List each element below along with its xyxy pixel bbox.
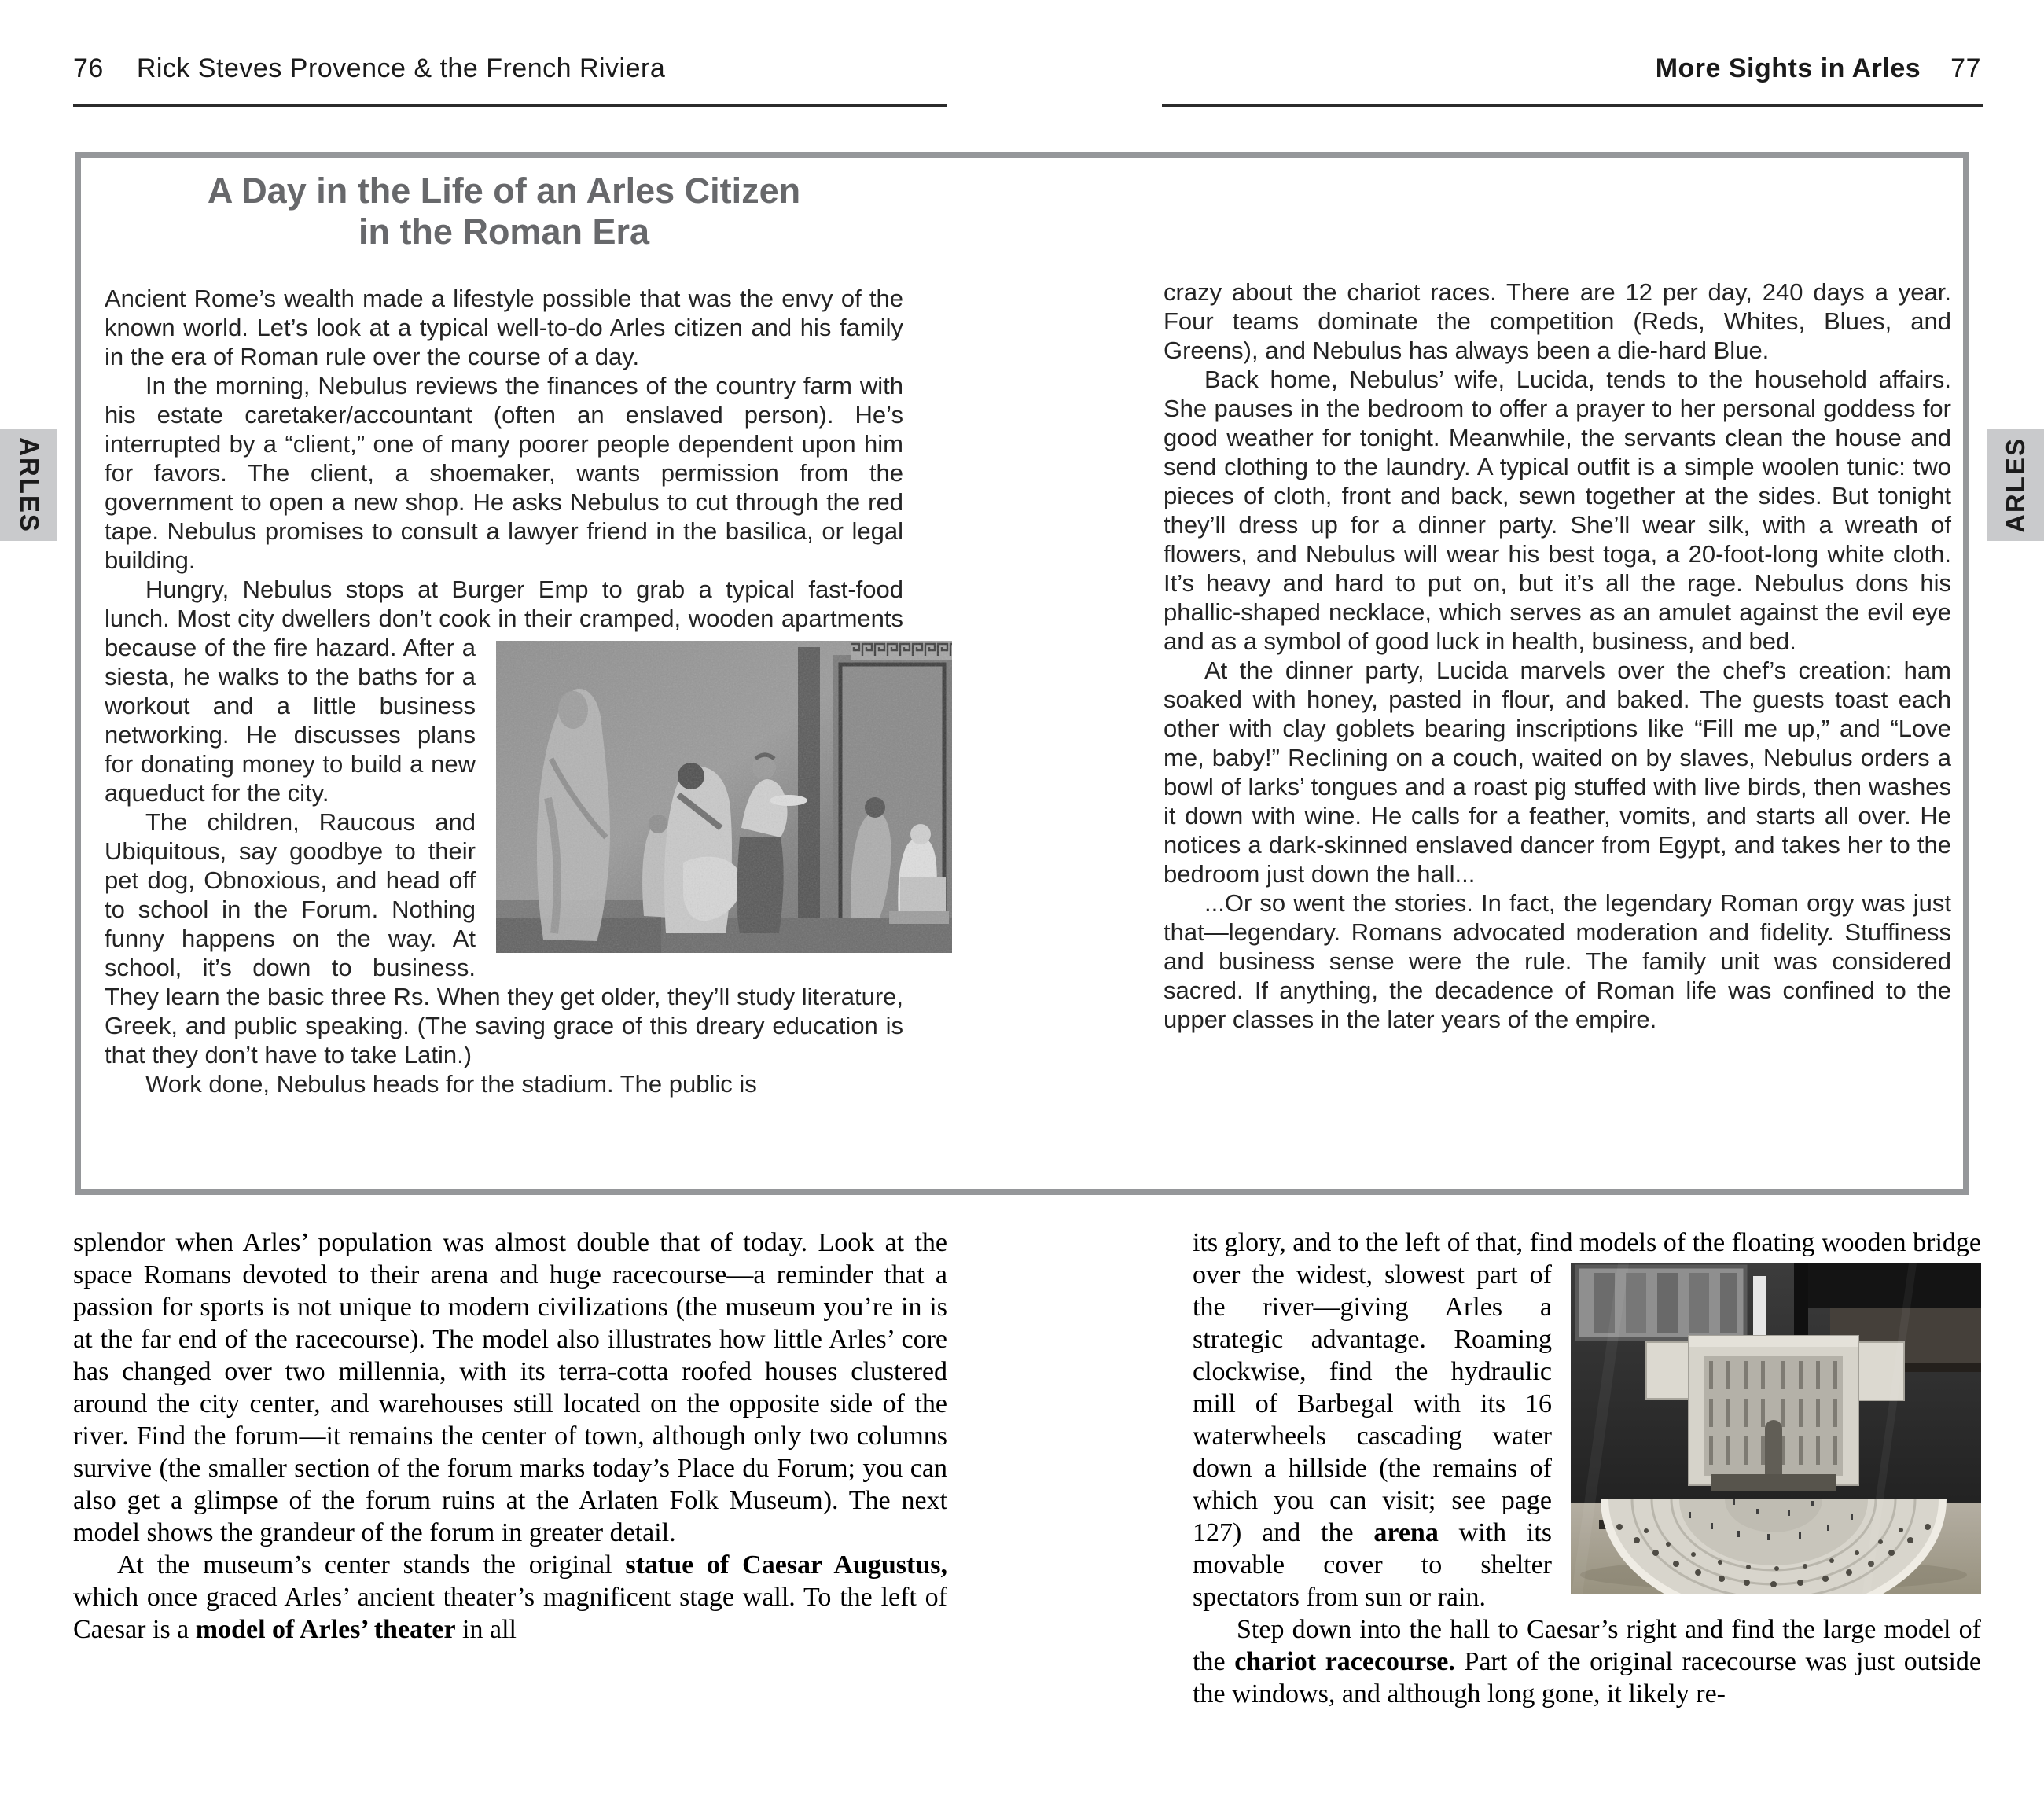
- left-page-number: 76: [73, 53, 104, 83]
- main-text-right: [1193, 1227, 1981, 1710]
- sidebar-paragraph: Work done, Nebulus heads for the stadium. The public is: [145, 1070, 757, 1098]
- body-text: Part of the original racecourse was just outside the windows, and although long gone, it likely re-: [1193, 1647, 1981, 1708]
- sidebar-paragraph: crazy about the chariot races. There are 12 per day, 240 days a year. Four teams dominate the competition (Reds, Whites, Blues, and Greens), and Nebulus has always been a die-hard Blue.: [1164, 278, 1951, 364]
- sidebar-paragraph: Back home, Nebulus’ wife, Lucida, tends to the household affairs. She pauses in the bedroom to offer a prayer to her personal goddess for good weather for tonight. Meanwhile, the servants clean the house and send clothing to the laundry. A typical outfit is a simple woolen tunic: two pieces of cloth, front and back, sewn together at the sides. But tonight they’ll dress up for a dinner party. She’ll wear silk, with a wreath of flowers, and Nebulus will wear his best toga, a 20-foot-long white cloth. It’s heavy and hard to put on, but it’s all the rage. Nebulus dons his phallic-shaped necklace, which serves as an amulet against the evil eye and as a symbol of good luck in health, business, and bed.: [1164, 366, 1951, 655]
- body-text: Step down into the hall to Caesar’s right and find the large model of the: [1193, 1615, 1981, 1676]
- body-text: its glory, and to the left of that, find models of the floating wooden: [1193, 1228, 1913, 1257]
- sidebar-paragraph: Ancient Rome’s wealth made a lifestyle possible that was the envy of the known world. Let’s look at a typical well-to-do Arles citizen and his family in the era of Roman rule over the course of a day.: [105, 285, 903, 371]
- sidebar-right-column: [1164, 278, 1951, 1034]
- right-running-head: [1656, 53, 1981, 84]
- left-head-title: Rick Steves Provence & the French Riviera: [136, 53, 666, 83]
- sidebar-paragraph: [105, 575, 903, 807]
- left-head-rule: [73, 104, 947, 107]
- body-text: At the museum’s center stands the original: [117, 1550, 626, 1580]
- sidebar-title-line1: A Day in the Life of an Arles Citizen: [207, 171, 801, 211]
- bold-term: arena: [1373, 1518, 1439, 1547]
- main-text-left: [73, 1227, 947, 1646]
- left-tab-label: ARLES: [14, 436, 44, 533]
- theater-model-photo: [1571, 1263, 1981, 1594]
- fresco-photo: [496, 641, 952, 953]
- body-text: with its movable cover to shelter spectators from sun or rain.: [1193, 1518, 1552, 1612]
- sidebar-paragraph: At the dinner party, Lucida marvels over the chef’s creation: ham soaked with honey, pasted in flour, and baked. The guests toast each other with clay goblets bearing inscriptions like “Fill me up,” and “Love me, baby!” Reclining on a couch, waited on by slaves, Nebulus orders a bowl of larks’ tongues and a roast pig stuffed with live birds, then washes it down with wine. He calls for a feather, vomits, and starts all over. He notices a dark-skinned enslaved dancer from Egypt, and takes her to the bedroom just down the hall...: [1164, 657, 1951, 888]
- bold-term: chariot racecourse.: [1234, 1647, 1455, 1676]
- sidebar-paragraph-text: Hungry, Nebulus stops at Burger Emp to grab a typical fast-food lunch. Most city dwellers don’t cook in their cramped, wood: [105, 576, 903, 633]
- right-page-number: 77: [1950, 53, 1981, 83]
- sidebar-paragraph-text: en apartments because of the fire hazard. After a siesta, he walks to the baths for a workout and a little business networking. He discusses plans for donating money to build a new aqueduct for the city.: [105, 605, 904, 807]
- body-paragraph: [73, 1549, 947, 1646]
- right-tab-label: ARLES: [2000, 436, 2030, 533]
- sidebar-paragraph: In the morning, Nebulus reviews the finances of the country farm with his estate caretaker/accountant (often an enslaved person). He’s interrupted by a “client,” one of many poorer people dependent upon him for favors. The client, a shoemaker, wants permission from the government to open a new shop. He asks Nebulus to cut through the red tape. Nebulus promises to consult a lawyer friend in the basilica, or legal building.: [105, 372, 903, 575]
- left-thumb-tab: [0, 429, 57, 541]
- right-thumb-tab: [1987, 429, 2044, 541]
- body-paragraph: [1193, 1613, 1981, 1710]
- sidebar-title-line2: in the Roman Era: [358, 211, 650, 252]
- body-text: in all: [455, 1615, 517, 1644]
- body-paragraph: [1193, 1227, 1981, 1613]
- bold-term: statue of Caesar Augustus,: [625, 1550, 947, 1580]
- sidebar-left-column: [105, 171, 903, 1098]
- sidebar-title: [105, 171, 903, 252]
- right-head-title: More Sights in Arles: [1655, 53, 1921, 83]
- sidebar-box: [75, 152, 1969, 1195]
- sidebar-paragraph: The children, Raucous and Ubiquitous, say goodbye to their pet dog, Obnoxious, and head off to school in the Forum. Nothing funny happens on the way. At school, it’s down to business. They learn the basic three Rs. When they get older, they’ll study literature, Greek, and public speaking. (The saving grace of this dreary education is that they don’t have to take Latin.): [105, 808, 903, 1069]
- body-text: which once graced Arles’ ancient theater’s magnificent stage wall. To the left of Caesar is a: [73, 1583, 947, 1644]
- left-running-head: [73, 53, 665, 84]
- bold-term: model of Arles’ theater: [195, 1615, 456, 1644]
- right-head-rule: [1162, 104, 1983, 107]
- sidebar-paragraph: ...Or so went the stories. In fact, the legendary Roman orgy was just that—legendary. Romans advocated moderation and fidelity. Stuffiness and business sense were the rule. The family unit was considered sacred. If anything, the decadence of Roman life was confined to the upper classes in the later years of the empire.: [1164, 889, 1951, 1033]
- body-paragraph: splendor when Arles’ population was almost double that of today. Look at the space Romans devoted to their arena and huge racecourse—a reminder that a passion for sports is not unique to modern civilizations (the museum you’re in is at the far end of the racecourse). The model also illustrates how little Arles’ core has changed over two millennia, with its terra-cotta roofed houses clustered around the city center, and warehouses still located on the opposite side of the river. Find the forum—it remains the center of town, although only two columns survive (the smaller section of the forum marks today’s Place du Forum; you can also get a glimpse of the forum ruins at the Arlaten Folk Museum). The next model shows the grandeur of the forum in greater detail.: [73, 1228, 947, 1547]
- body-text: bridge over the widest, slowest part of the river—giving Arles a strategic advantage. Roaming clockwise, find the hydraulic mill of Barbegal with its 16 waterwheels cascading water down a hillside (the remains of which you can visit; see page 127) and the: [1193, 1228, 1981, 1547]
